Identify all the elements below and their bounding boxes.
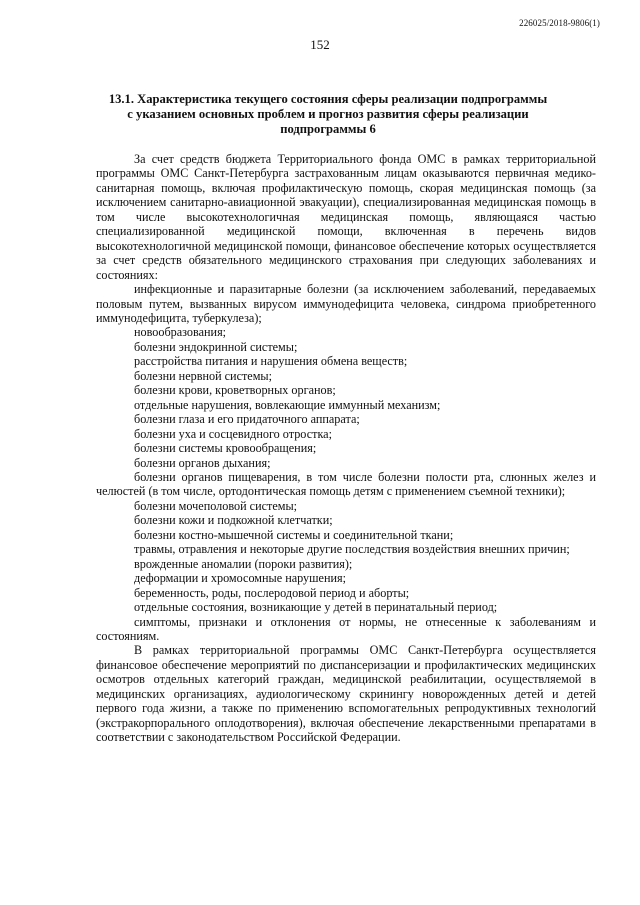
list-item: болезни органов пищеварения, в том числе болезни полости рта, слюнных желез и челюстей (в том числе, ортодонтическая помощь детям с применением съемной техники); [96,469,596,499]
section-heading-line-3: подпрограммы 6 [280,122,376,136]
list-item: новообразования; [134,325,227,340]
list-item: болезни органов дыхания; [134,455,271,470]
section-heading [88,92,568,137]
closing-paragraph: В рамках территориальной программы ОМС Санкт-Петербурга осуществляется финансовое обеспечение мероприятий по диспансеризации и профилактических медицинских осмотров отдельных категорий граждан, медицинской реабилитации, осуществляемой в медицинских организациях, аудиологическому скринингу новорожденных детей и детей первого года жизни, а также по применению вспомогательных репродуктивных технологий (экстракорпорального оплодотворения), включая обеспечение лекарственными препаратами в соответствии с законодательством Российской Федерации. [96,643,596,745]
list-item: травмы, отравления и некоторые другие последствия воздействия внешних причин; [134,542,570,557]
list-item: болезни костно-мышечной системы и соединительной ткани; [134,527,454,542]
document-body [96,152,596,745]
list-item: врожденные аномалии (пороки развития); [134,556,353,571]
list-item: болезни глаза и его придаточного аппарата; [134,412,360,427]
list-item: отдельные нарушения, вовлекающие иммунный механизм; [134,397,441,412]
list-item: болезни мочеполовой системы; [134,498,298,513]
list-item: болезни эндокринной системы; [134,339,298,354]
list-item: болезни крови, кроветворных органов; [134,383,336,398]
list-item: болезни нервной системы; [134,368,273,383]
list-item: болезни системы кровообращения; [134,441,317,456]
page-number: 152 [310,37,330,52]
list-item: отдельные состояния, возникающие у детей в перинатальный период; [134,600,498,615]
list-item: симптомы, признаки и отклонения от нормы, не отнесенные к заболеваниям и состояниям. [96,614,596,643]
list-item: деформации и хромосомные нарушения; [134,571,346,586]
section-heading-line-1: 13.1. Характеристика текущего состояния сферы реализации подпрограммы [108,92,548,106]
list-item: болезни уха и сосцевидного отростка; [134,426,332,441]
section-heading-line-2: с указанием основных проблем и прогноз развития сферы реализации [127,107,529,121]
intro-paragraph: За счет средств бюджета Территориального фонда ОМС в рамках территориальной программы ОМС Санкт-Петербурга застрахованным лицам оказываются первичная медико-санитарная помощь, включая профилактическую помощь, скорая медицинская помощь (за исключением санитарно-авиационной эвакуации), специализированная медицинская помощь в том числе высокотехнологичная медицинская помощь, являющаяся частью специализированной медицинской помощи, включенная в перечень видов высокотехнологичной медицинской помощи, финансовое обеспечение которых осуществляется за счет средств обязательного медицинского страхования при следующих заболеваниях и состояниях: [96,152,596,282]
list-item: болезни кожи и подкожной клетчатки; [134,513,333,528]
list-item: расстройства питания и нарушения обмена веществ; [134,354,408,369]
document-registration-number: 226025/2018-9806(1) [519,18,600,28]
list-item: беременность, роды, послеродовой период и аборты; [134,585,410,600]
list-item: инфекционные и паразитарные болезни (за исключением заболеваний, передаваемых половым путем, вызванных вирусом иммунодефицита человека, синдрома приобретенного иммунодефицита, туберкулеза); [96,282,596,325]
